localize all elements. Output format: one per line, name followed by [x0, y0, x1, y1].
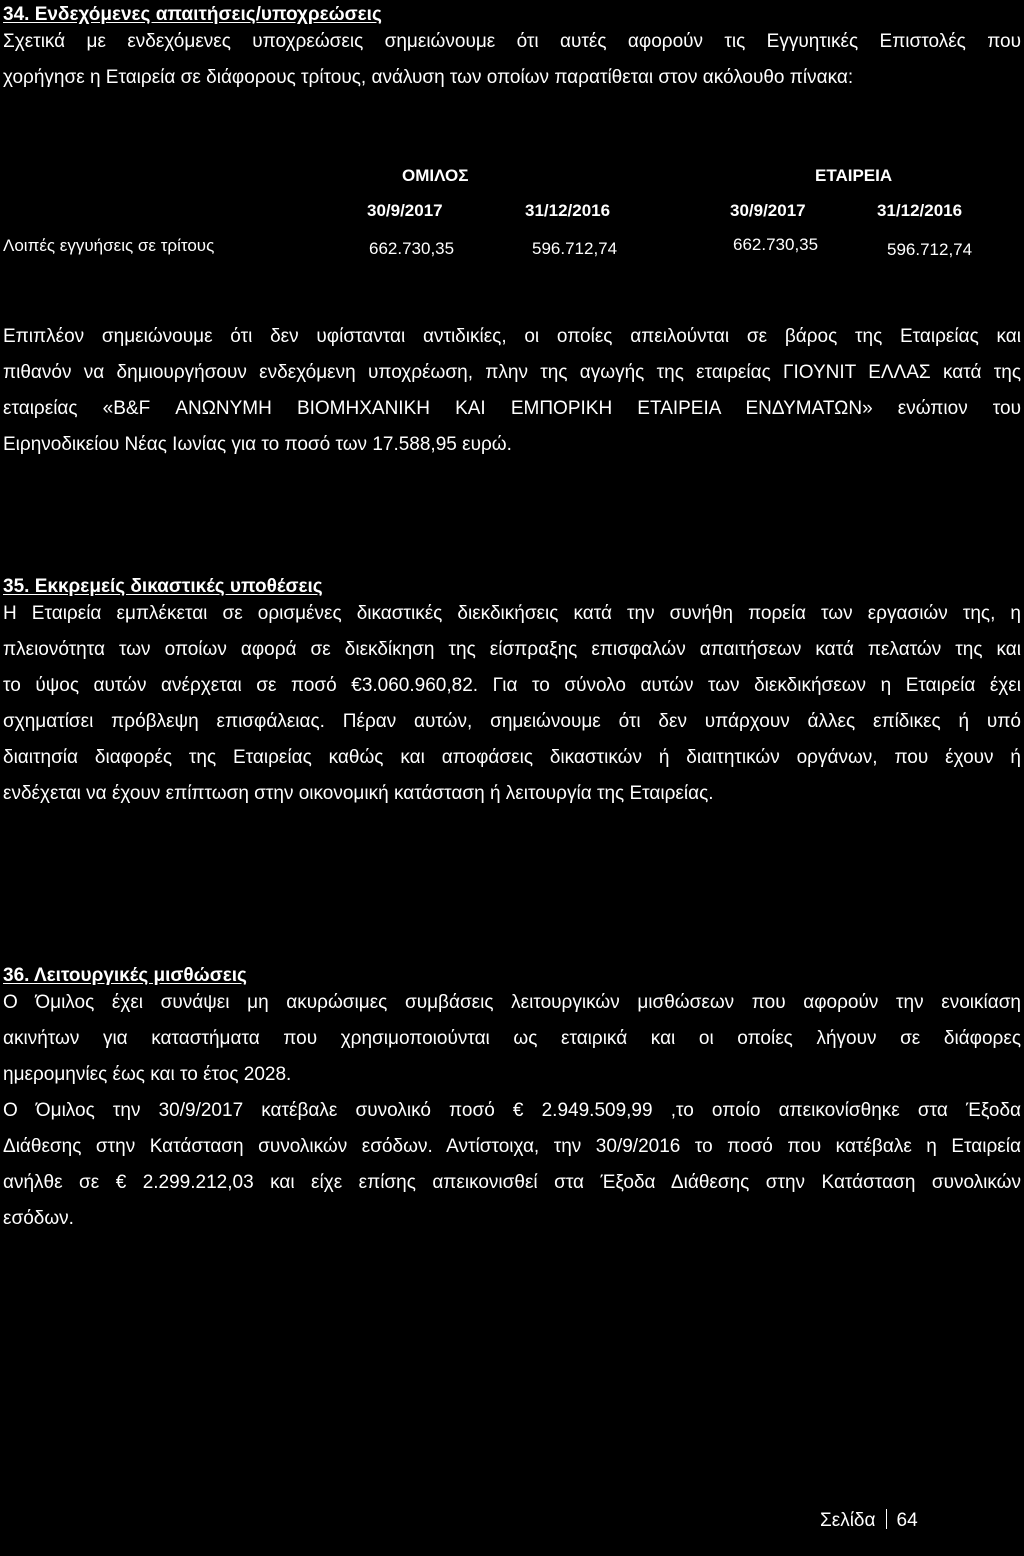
text-line: εσόδων. — [3, 1208, 74, 1229]
text-line: πιθανόν να δημιουργήσουν ενδεχόμενη υποχρέωση, πλην της αγωγής της εταιρείας ΓΙΟΥΝΙΤ ΕΛΛΑΣ κατά της — [3, 362, 1021, 383]
row-label: Λοιπές εγγυήσεις σε τρίτους — [3, 236, 215, 255]
text-line: ενδέχεται να έχουν επίπτωση στην οικονομική κατάσταση ή λειτουργία της Εταιρείας. — [3, 783, 714, 804]
section-35-heading: 35. Εκκρεμείς δικαστικές υποθέσεις — [3, 576, 323, 597]
table-cell: 662.730,35 — [369, 239, 455, 258]
section-36-heading: 36. Λειτουργικές μισθώσεις — [3, 965, 247, 986]
group-header-omilos: ΟΜΙΛΟΣ — [402, 166, 469, 185]
footer-divider — [886, 1509, 887, 1529]
text-line: πλειονότητα των οποίων αφορά σε διεκδίκηση της είσπραξης επισφαλών απαιτήσεων κατά πελατών της και — [3, 639, 1021, 660]
guarantees-table — [0, 0, 1024, 260]
text-line: ημερομηνίες έως και το έτος 2028. — [3, 1064, 292, 1085]
date-header: 31/12/2016 — [877, 201, 963, 220]
text-line: το ύψος αυτών ανέρχεται σε ποσό €3.060.960,82. Για το σύνολο αυτών των διεκδικήσεων η Εταιρεία έχει — [3, 675, 1021, 696]
section-34-litigation-note — [3, 319, 1021, 463]
table-cell: 596.712,74 — [532, 239, 618, 258]
text-line: ανήλθε σε € 2.299.212,03 και είχε επίσης απεικονισθεί στα Έξοδα Διάθεσης στην Κατάσταση συνολικών — [3, 1172, 1021, 1193]
text-line: Διάθεσης στην Κατάσταση συνολικών εσόδων. Αντίστοιχα, την 30/9/2016 το ποσό που κατέβαλε η Εταιρεία — [3, 1136, 1021, 1157]
date-header: 30/9/2017 — [367, 201, 443, 220]
page-label: Σελίδα — [820, 1510, 876, 1531]
table-cell: 596.712,74 — [887, 240, 973, 259]
text-line: εταιρείας «B&F ΑΝΩΝΥΜΗ ΒΙΟΜΗΧΑΝΙΚΗ ΚΑΙ ΕΜΠΟΡΙΚΗ ΕΤΑΙΡΕΙΑ ΕΝΔΥΜΑΤΩΝ» ενώπιον του — [3, 398, 1021, 419]
text-line: Ο Όμιλος έχει συνάψει μη ακυρώσιμες συμβάσεις λειτουργικών μισθώσεων που αφορούν την ενοικίαση — [3, 992, 1021, 1013]
date-header: 31/12/2016 — [525, 201, 611, 220]
section-36-body — [3, 985, 1021, 1237]
text-line: ακινήτων για καταστήματα που χρησιμοποιούνται ως εταιρικά και οι οποίες λήγουν σε διάφορες — [3, 1028, 1021, 1049]
text-line: Ο Όμιλος την 30/9/2017 κατέβαλε συνολικό ποσό € 2.949.509,99 ,το οποίο απεικονίσθηκε στα Έξοδα — [3, 1100, 1021, 1121]
text-line: Ειρηνοδικείου Νέας Ιωνίας για το ποσό των 17.588,95 ευρώ. — [3, 434, 512, 455]
page-footer — [820, 1509, 918, 1532]
text-line: Επιπλέον σημειώνουμε ότι δεν υφίστανται αντιδικίες, οι οποίες απειλούνται σε βάρος της Εταιρείας και — [3, 326, 1021, 347]
section-34-heading: 34. Ενδεχόμενες απαιτήσεις/υποχρεώσεις — [3, 4, 382, 25]
page-number: 64 — [896, 1510, 918, 1531]
table-cell: 662.730,35 — [733, 235, 819, 254]
text-line: Σχετικά με ενδεχόμενες υποχρεώσεις σημειώνουμε ότι αυτές αφορούν τις Εγγυητικές Επιστολές που — [3, 31, 1021, 52]
text-line: σχηματίσει πρόβλεψη επισφάλειας. Πέραν αυτών, σημειώνουμε ότι δεν υπάρχουν άλλες επίδικες ή υπό — [3, 711, 1021, 732]
group-header-etaireia: ΕΤΑΙΡΕΙΑ — [815, 166, 893, 185]
date-header: 30/9/2017 — [730, 201, 806, 220]
text-line: χορήγησε η Εταιρεία σε διάφορους τρίτους, ανάλυση των οποίων παρατίθεται στον ακόλουθο πίνακα: — [3, 67, 854, 88]
text-line: Η Εταιρεία εμπλέκεται σε ορισμένες δικαστικές διεκδικήσεις κατά την συνήθη πορεία των εργασιών της, η — [3, 603, 1021, 624]
section-35-body — [3, 596, 1021, 812]
text-line: διαιτησία διαφορές της Εταιρείας καθώς και αποφάσεις δικαστικών ή διαιτητικών οργάνων, που έχουν ή — [3, 747, 1021, 768]
